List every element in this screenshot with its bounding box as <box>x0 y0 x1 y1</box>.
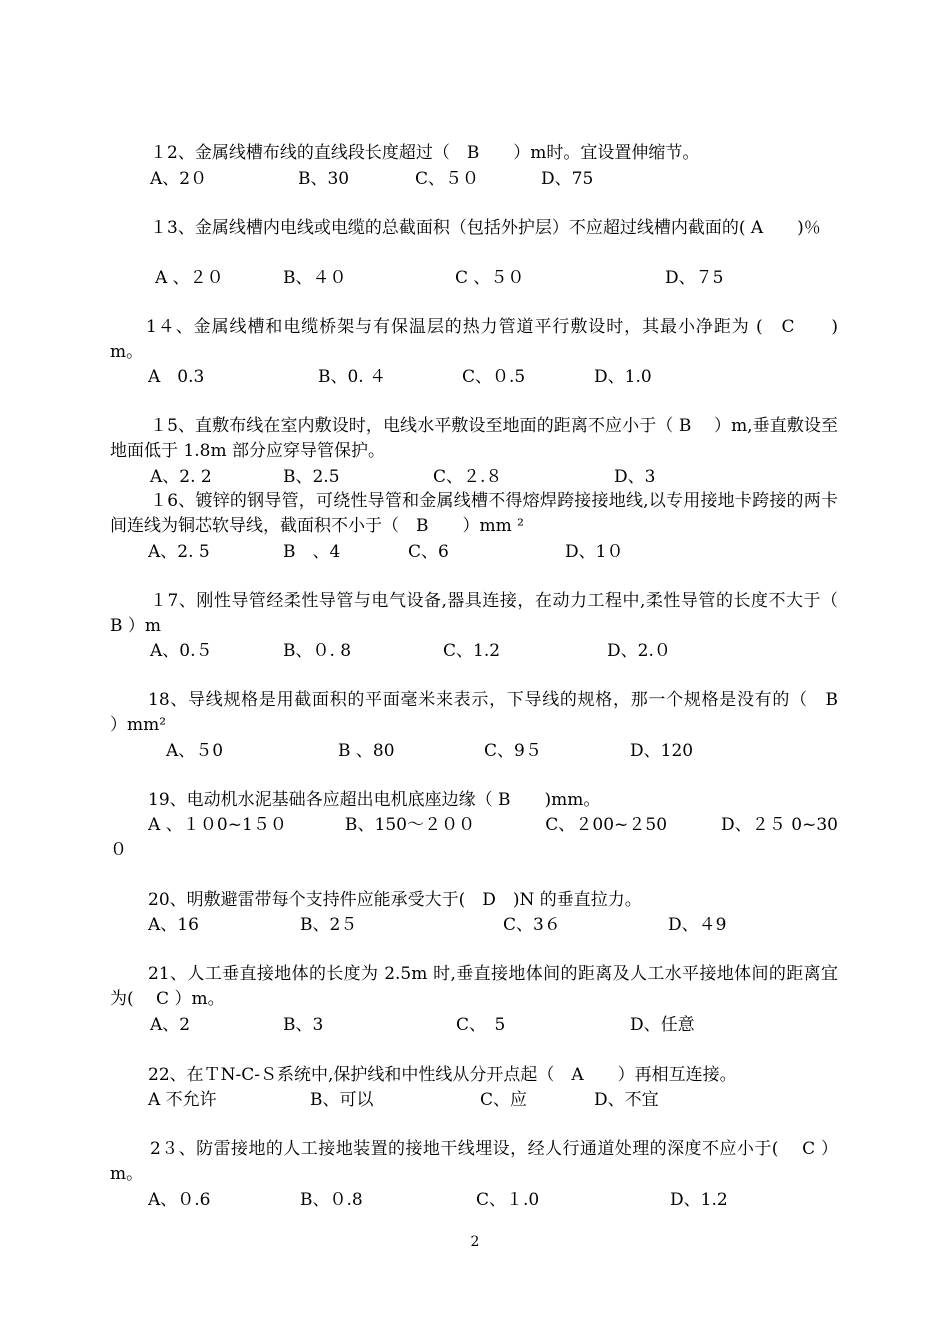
question-stem: 1４、金属线槽和电缆桥架与有保温层的热力管道平行敷设时，其最小净距为 ( C ) m。 <box>110 317 838 362</box>
option-c: C、应 <box>480 1090 528 1110</box>
option-d: D、任意 <box>630 1015 695 1035</box>
option-c: C、１.0 <box>476 1190 540 1210</box>
option-b: B、０. 8 <box>283 641 352 661</box>
question-stem: １7、刚性导管经柔性导管与电气设备,器具连接，在动力工程中,柔性导管的长度不大于（ B ）m <box>110 591 855 636</box>
option-d: D、７5 <box>665 268 724 288</box>
options-row <box>0 539 950 565</box>
option-b: B、150～２００ <box>344 815 476 835</box>
question-stem: １5、直敷布线在室内敷设时，电线水平敷设至地面的距离不应小于（ B ）m,垂直敷设至地面低于 1.8m 部分应穿导管保护。 <box>110 416 838 461</box>
option-d: D、1.2 <box>670 1190 728 1210</box>
option-b: B、30 <box>298 169 350 189</box>
option-a: A、2. 2 <box>150 467 212 487</box>
option-a: A、2０ <box>150 169 208 189</box>
option-b: B 、4 <box>283 542 341 562</box>
option-a: A、５0 <box>166 741 224 761</box>
option-b: B、2５ <box>300 915 358 935</box>
question-stem: １3、金属线槽内电线或电缆的总截面积（包括外护层）不应超过线槽内截面的( A )％ <box>150 218 821 238</box>
option-b: B、可以 <box>310 1090 374 1110</box>
options-row <box>0 265 950 291</box>
option-a: A 0.3 <box>148 367 205 387</box>
option-a: A、16 <box>148 915 199 935</box>
page-number: 2 <box>470 1234 480 1250</box>
option-d: D、75 <box>541 169 594 189</box>
options-row <box>110 813 838 863</box>
option-d: D、3 <box>614 467 656 487</box>
option-d: D、不宜 <box>594 1090 659 1110</box>
options-row <box>0 638 950 664</box>
option-d: D、２５ 0~30０ <box>110 815 838 860</box>
question-stem: １2、金属线槽布线的直线段长度超过（ B ）m时。宜设置伸缩节。 <box>150 143 700 163</box>
option-a: A、2 <box>150 1015 191 1035</box>
options-row <box>0 166 950 192</box>
options-row <box>0 1087 950 1113</box>
option-b: B 、80 <box>338 741 395 761</box>
option-b: B、４０ <box>283 268 347 288</box>
option-c: C 、５０ <box>455 268 525 288</box>
option-c: C、1.2 <box>443 641 501 661</box>
option-a: A、０.6 <box>148 1190 211 1210</box>
option-d: D、1０ <box>565 542 624 562</box>
option-b: B、3 <box>283 1015 324 1035</box>
option-b: B、０.8 <box>300 1190 363 1210</box>
option-d: D、2.０ <box>607 641 671 661</box>
question-stem: 18、导线规格是用截面积的平面毫米来表示，下导线的规格，那一个规格是没有的（ B ）mm² <box>110 690 861 735</box>
option-c: C、 5 <box>456 1015 506 1035</box>
option-c: C、3６ <box>503 915 561 935</box>
option-c: C、５０ <box>415 169 480 189</box>
option-c: C、6 <box>408 542 449 562</box>
option-c: C、２.８ <box>433 467 503 487</box>
question-stem: 22、在ＴN-C-Ｓ系统中,保护线和中性线从分开点起（ A ）再相互连接。 <box>148 1065 737 1085</box>
options-row <box>0 364 950 390</box>
options-row <box>0 912 950 938</box>
option-a: A、0.５ <box>150 641 213 661</box>
options-row <box>0 1012 950 1038</box>
question-stem: 21、人工垂直接地体的长度为 2.5m 时,垂直接地体间的距离及人工水平接地体间的距离宜为( C ）m。 <box>110 964 838 1009</box>
option-d: D、４9 <box>668 915 727 935</box>
option-a: A 、２０ <box>155 268 224 288</box>
options-row <box>0 1187 950 1213</box>
option-d: D、120 <box>630 741 694 761</box>
question-stem: 20、明敷避雷带每个支持件应能承受大于( D )N 的垂直拉力。 <box>148 890 642 910</box>
question-stem: １6、镀锌的钢导管，可绕性导管和金属线槽不得熔焊跨接接地线,以专用接地卡跨接的两卡间连线为铜芯软导线，截面积不小于（ B ）mm ² <box>110 491 838 536</box>
option-d: D、1.0 <box>594 367 652 387</box>
option-c: C、０.5 <box>462 367 526 387</box>
question-stem: 19、电动机水泥基础各应超出电机底座边缘（ B )mm。 <box>148 790 601 810</box>
option-a: A 、１０0~1５０ <box>148 815 287 835</box>
option-c: C、9５ <box>484 741 542 761</box>
option-b: B、0. ４ <box>318 367 387 387</box>
options-row <box>0 464 950 490</box>
option-a: A 不允许 <box>148 1090 217 1110</box>
options-row <box>0 738 950 764</box>
option-a: A、2. 5 <box>148 542 210 562</box>
option-c: C、２00~２50 <box>545 815 668 835</box>
option-b: B、2.5 <box>283 467 340 487</box>
question-stem: 2３、防雷接地的人工接地装置的接地干线埋设，经人行通道处理的深度不应小于( C ）m。 <box>110 1139 838 1184</box>
